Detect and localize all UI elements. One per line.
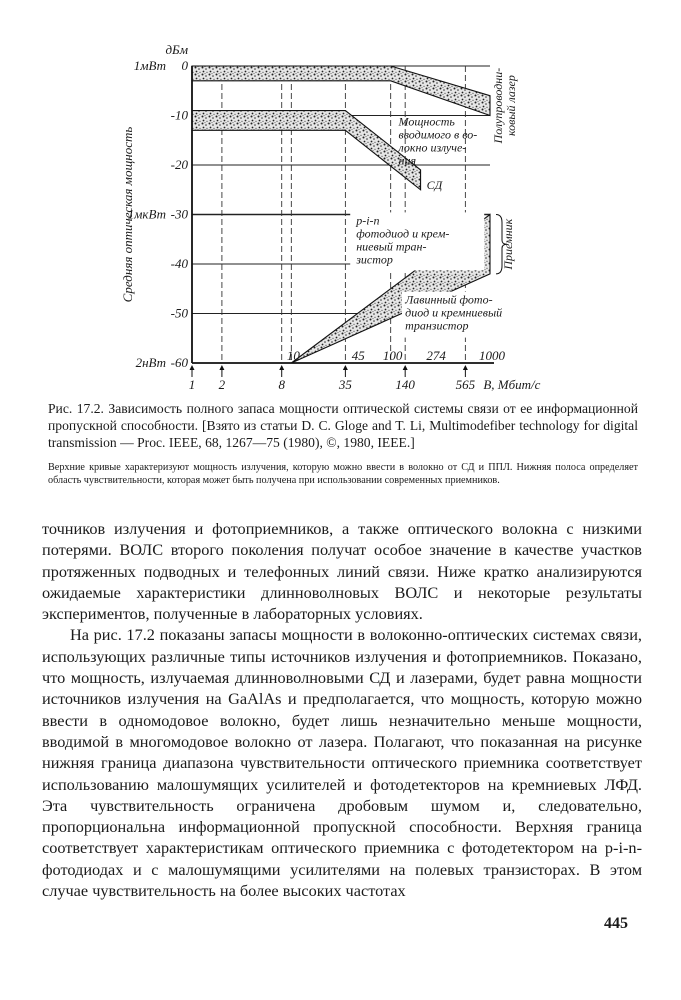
upper-x-label: 1000: [479, 348, 505, 363]
x-unit-label: В, Мбит/с: [483, 377, 541, 392]
y-tick-prefix: 2нВт: [135, 355, 166, 370]
led-band: [192, 111, 421, 190]
x-tick-label: 140: [395, 377, 415, 392]
x-tick-arrowhead: [463, 365, 468, 370]
x-tick-arrowhead: [279, 365, 284, 370]
y-unit-label: дБм: [165, 42, 188, 57]
x-tick-label: 565: [455, 377, 476, 392]
x-tick-arrowhead: [403, 365, 408, 370]
y-tick-label: -60: [170, 355, 188, 370]
x-tick-label: 2: [218, 377, 226, 392]
paragraph-1: точников излучения и фотоприемников, а также оптического волокна с низкими потерями. ВОЛС второго поколения получат особое значение в качестве участков протяженных подводных и телефонных линий связи. Ниже кратко анализируются ожидаемые характеристики длинноволновых ВОЛС и некоторые результаты экспериментов, полученные в лабораторных условиях.: [42, 519, 642, 624]
x-tick-label: 35: [338, 377, 352, 392]
y-tick-label: 0: [181, 58, 188, 73]
y-tick-prefix: 1мкВт: [127, 206, 166, 222]
y-tick-label: -10: [170, 107, 188, 123]
x-tick-label: 8: [278, 377, 285, 392]
upper-x-label: 274: [426, 348, 446, 363]
figure-17-2: [110, 38, 570, 392]
upper-x-label: 100: [382, 348, 403, 363]
paragraph-2: На рис. 17.2 показаны запасы мощности в волоконно-оптических системах связи, использующих различные типы источников излучения и фотоприемников. Показано, что мощность, излучаемая длинноволновыми СД и лазерами, будет равна мощности источников излучения на GaAlAs и предполагается, что мощность, которую можно ввести в одномодовое волокно, будет лишь незначительно меньше мощности, вводимой в многомодовое волокно от лазера. Полагают, что показанная на рисунке нижняя граница диапазона чувствительности оптического приемника соответствует использованию малошумящих усилителей и фотодетекторов на кремниевых ЛФД. Эта чувствительность ограничена дробовым шумом и, следовательно, пропорциональна информационной пропускной способности. Верхняя граница соответствует характеристикам оптического приемника с фотодетектором на p-i-n-фотодиодах и с малошумящими усилителями на полевых транзисторах. В этом случае чувствительность на более высоких частотах: [42, 625, 642, 901]
x-tick-label: 1: [188, 377, 196, 392]
x-tick-arrowhead: [190, 365, 195, 370]
upper-x-label: 45: [351, 348, 365, 363]
figure-caption: Рис. 17.2. Зависимость полного запаса мощности оптической системы связи от ее информационной пропускной способности. [Взято из статьи D. C. Gloge and T. Li, Multimodefiber technology for digital transmission — Proc. IEEE, 68, 1267—75 (1980), ©, 1980, IEEE.]: [48, 401, 638, 450]
receiver-label: Приемник: [501, 218, 515, 270]
apd-label: Лавинный фото-диод и кремниевый транзистор: [405, 292, 503, 333]
led-label: СД: [426, 177, 443, 192]
x-tick-arrowhead: [343, 365, 348, 370]
y-tick-label: -30: [170, 206, 188, 222]
body-text: [42, 518, 642, 901]
power-note-label: Мощность вводимого в во-локно излуче-ния: [398, 114, 478, 168]
x-tick-arrowhead: [219, 365, 224, 370]
laser-band: [192, 66, 490, 116]
page-number: 445: [604, 915, 628, 932]
power-budget-chart: [110, 38, 570, 392]
figure-note: Верхние кривые характеризуют мощность излучения, которую можно ввести в волокно от СД и ППЛ. Нижняя полоса определяет область чувствительности, которая может быть получена при использовании современных приемников.: [48, 462, 638, 486]
pin-label: p-i-n фотодиод и крем-ниевый тран-зистор: [356, 213, 450, 267]
y-tick-label: -20: [170, 157, 188, 172]
laser-label: Полупроводни-ковый лазер: [491, 67, 518, 144]
upper-x-label: 10: [286, 348, 300, 363]
y-tick-label: -40: [170, 256, 188, 271]
y-tick-prefix: 1мВт: [133, 58, 166, 73]
y-axis-title: Средняя оптическая мощность: [120, 126, 135, 303]
y-tick-label: -50: [170, 305, 188, 321]
